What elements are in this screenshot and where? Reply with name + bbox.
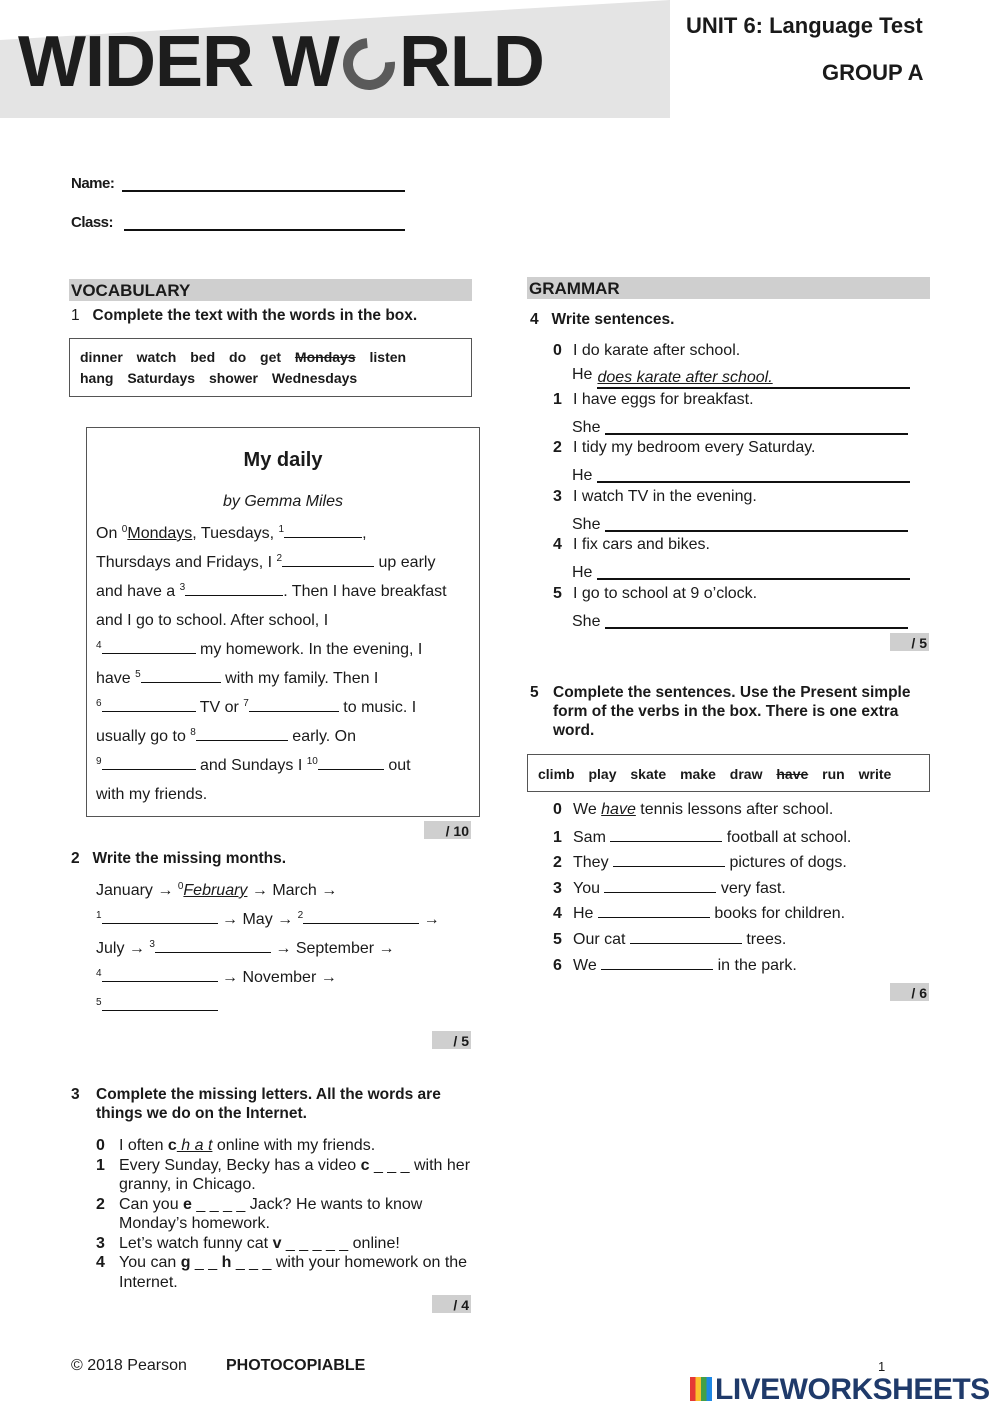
word-wednesdays: Wednesdays bbox=[271, 370, 358, 386]
liveworksheets-logo: LIVEWORKSHEETS bbox=[690, 1373, 990, 1407]
q5-blank-1[interactable] bbox=[610, 827, 722, 842]
word-do: do bbox=[229, 349, 247, 365]
q3-score: / 4 bbox=[432, 1295, 471, 1313]
q2-instruction: 2 Write the missing months. bbox=[71, 850, 287, 867]
q4-answer-line[interactable] bbox=[597, 560, 910, 580]
q5-blank-2[interactable] bbox=[613, 852, 725, 867]
q4-score: / 5 bbox=[890, 633, 929, 651]
q5-score: / 6 bbox=[890, 983, 929, 1001]
month-blank-4[interactable] bbox=[102, 967, 218, 982]
q4-sentence: 1 I have eggs for breakfast. bbox=[553, 390, 754, 408]
q5-item: 0 We have tennis lessons after school. bbox=[553, 801, 834, 818]
q4-sentence: 4 I fix cars and bikes. bbox=[553, 536, 710, 553]
copyright: © 2018 Pearson bbox=[71, 1357, 187, 1374]
q5-blank-3[interactable] bbox=[604, 878, 716, 893]
q4-answer-row: He bbox=[572, 560, 910, 582]
group-label: GROUP A bbox=[822, 60, 924, 85]
q3-item: 4 You can g _ _ h _ _ _ with your homework on the Internet. bbox=[96, 1254, 468, 1291]
wider-world-logo: WIDER W RLD bbox=[18, 22, 544, 102]
q4-answer-row: He does karate after school. bbox=[572, 366, 910, 389]
q5-item: 5 Our cat trees. bbox=[553, 931, 787, 948]
q5-item: 4 He books for children. bbox=[553, 905, 846, 923]
q4-answer-line[interactable] bbox=[605, 415, 908, 435]
q3-list bbox=[96, 1136, 476, 1292]
word-hang: hang bbox=[80, 370, 114, 386]
unit-title: UNIT 6: Language Test bbox=[686, 13, 923, 38]
q4-sentence: 2 I tidy my bedroom every Saturday. bbox=[553, 439, 816, 456]
q5-blank-6[interactable] bbox=[601, 955, 713, 970]
q5-item: 2 They pictures of dogs. bbox=[553, 854, 847, 872]
story-title: My daily bbox=[243, 449, 323, 471]
q5-item: 3 You very fast. bbox=[553, 879, 786, 897]
q4-answer-row: She bbox=[572, 512, 908, 534]
word-have: have bbox=[776, 766, 809, 782]
month-blank-2[interactable] bbox=[303, 909, 419, 924]
blank-7[interactable] bbox=[249, 697, 339, 712]
word-climb: climb bbox=[538, 766, 575, 782]
q3-item: 2 Can you e _ _ _ _ Jack? He wants to know Monday’s homework. bbox=[96, 1195, 423, 1232]
story-author: by Gemma Miles bbox=[222, 493, 344, 510]
blank-5[interactable] bbox=[141, 668, 221, 683]
word-dinner: dinner bbox=[80, 349, 123, 365]
blank-10[interactable] bbox=[318, 755, 384, 770]
q3-answer-1[interactable]: _ _ _ bbox=[369, 1156, 410, 1174]
q2-score: / 5 bbox=[432, 1031, 471, 1049]
month-blank-1[interactable] bbox=[102, 909, 218, 924]
q5-blank-4[interactable] bbox=[598, 903, 710, 918]
word-draw: draw bbox=[729, 766, 763, 782]
word-skate: skate bbox=[630, 766, 667, 782]
q4-answer-line[interactable] bbox=[605, 609, 908, 629]
blank-8[interactable] bbox=[196, 726, 288, 741]
blank-3[interactable] bbox=[185, 581, 283, 596]
word-listen: listen bbox=[369, 349, 407, 365]
q1-score: / 10 bbox=[424, 821, 471, 839]
class-field[interactable] bbox=[124, 229, 405, 231]
q5-instruction: 5 Complete the sentences. Use the Present simple form of the verbs in the box. There is one extra word. bbox=[530, 684, 911, 739]
word-get: get bbox=[260, 349, 282, 365]
q4-answer-row: She bbox=[572, 609, 908, 631]
q4-answer-line[interactable] bbox=[597, 463, 910, 483]
q4-answer-line[interactable] bbox=[605, 512, 908, 532]
q4-sentence: 0 I do karate after school. bbox=[553, 342, 741, 359]
blank-2[interactable] bbox=[282, 552, 374, 567]
word-watch: watch bbox=[136, 349, 177, 365]
blank-9[interactable] bbox=[102, 755, 196, 770]
word-make: make bbox=[680, 766, 716, 782]
month-blank-3[interactable] bbox=[155, 938, 271, 953]
q5-word-box bbox=[527, 754, 930, 792]
blank-1[interactable] bbox=[284, 523, 362, 538]
q1-instruction: 1 Complete the text with the words in the box. bbox=[71, 307, 418, 324]
blank-4[interactable] bbox=[102, 639, 196, 654]
q5-item: 6 We in the park. bbox=[553, 956, 797, 974]
name-field[interactable] bbox=[122, 190, 405, 192]
word-run: run bbox=[822, 766, 845, 782]
story-text: On $^0$Mondays, Tuesdays, $^1$ , Thursdays and Fridays, I $^2$ up early and have a $^3$ . Then I have breakfast and I go to school. After school, I $^4$ my homework. In the evening, I have $^5$ with my family. Then I $^6$ TV or $^7$ to music. I usually go to $^8$ early. On $^9$ and Sundays I $^{10}$ out with my friends. bbox=[96, 524, 447, 803]
q3-answer-4b[interactable]: _ _ _ bbox=[231, 1254, 272, 1271]
word-saturdays: Saturdays bbox=[127, 370, 196, 386]
word-mondays: Mondays bbox=[294, 349, 356, 365]
word-write: write bbox=[858, 766, 892, 782]
word-bed: bed bbox=[190, 349, 216, 365]
q3-answer-2[interactable]: _ _ _ _ bbox=[191, 1195, 246, 1213]
q3-item: 3 Let’s watch funny cat v _ _ _ _ _ online! bbox=[96, 1234, 400, 1252]
vocabulary-heading: VOCABULARY bbox=[69, 279, 472, 301]
blank-6[interactable] bbox=[102, 697, 196, 712]
q5-blank-5[interactable] bbox=[630, 929, 742, 944]
grammar-heading: GRAMMAR bbox=[527, 277, 930, 299]
q5-item: 1 Sam football at school. bbox=[553, 828, 852, 846]
q4-sentence: 5 I go to school at 9 o’clock. bbox=[553, 584, 758, 602]
q4-answer-line: does karate after school. bbox=[597, 369, 910, 389]
class-label: Class: bbox=[71, 214, 114, 231]
liveworksheets-icon bbox=[690, 1377, 712, 1401]
q3-instruction: 3 Complete the missing letters. All the words are things we do on the Internet. bbox=[71, 1086, 441, 1122]
q3-item: 0 I often c h a t online with my friends. bbox=[96, 1137, 376, 1154]
name-label: Name: bbox=[71, 175, 115, 192]
q4-instruction: 4 Write sentences. bbox=[530, 311, 675, 328]
q1-word-box bbox=[69, 338, 472, 397]
q3-answer-0: h a t bbox=[176, 1137, 213, 1154]
q2-months: January → $^0$February → March → $^1$ → May → $^2$ → July → $^3$ → September → $^4$ → November → $^5$ bbox=[96, 876, 476, 1021]
q4-answer-row: She bbox=[572, 415, 908, 437]
word-play: play bbox=[588, 766, 617, 782]
q3-item: 1 Every Sunday, Becky has a video c _ _ _ with her granny, in Chicago. bbox=[96, 1156, 471, 1193]
word-shower: shower bbox=[208, 370, 258, 386]
q4-answer-row: He bbox=[572, 463, 910, 485]
month-blank-5[interactable] bbox=[102, 996, 218, 1011]
page-number: 1 bbox=[878, 1359, 886, 1374]
q3-answer-3[interactable]: _ _ _ _ _ bbox=[281, 1234, 349, 1252]
q4-sentence: 3 I watch TV in the evening. bbox=[553, 487, 757, 505]
photocopiable-label: PHOTOCOPIABLE bbox=[226, 1357, 366, 1374]
q3-answer-4[interactable]: _ _ bbox=[190, 1254, 222, 1271]
